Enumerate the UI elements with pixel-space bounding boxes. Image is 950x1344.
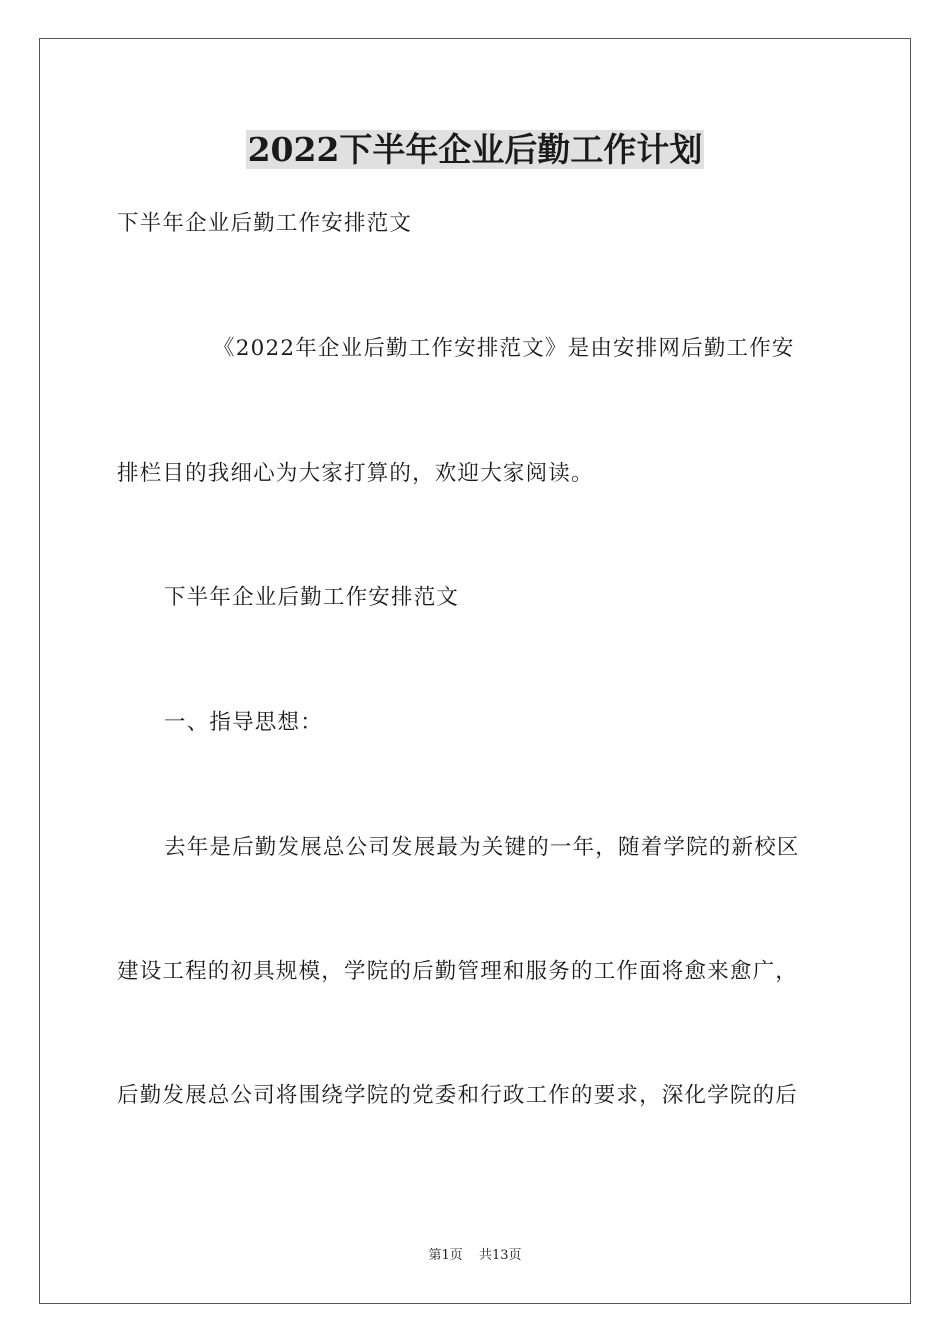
page-total: 共13页	[478, 1248, 522, 1263]
section-heading: 下半年企业后勤工作安排范文	[164, 585, 460, 610]
document-title-text: 2022下半年企业后勤工作计划	[247, 130, 703, 169]
page-footer	[0, 1247, 950, 1265]
paragraph-subtitle: 下半年企业后勤工作安排范文	[117, 211, 413, 236]
paragraph-body-line-1: 去年是后勤发展总公司发展最为关键的一年，随着学院的新校区	[164, 835, 800, 860]
paragraph-intro-line-1: 《2022年企业后勤工作安排范文》是由安排网后勤工作安	[213, 336, 795, 361]
paragraph-intro-line-2: 排栏目的我细心为大家打算的，欢迎大家阅读。	[117, 461, 594, 486]
paragraph-body-line-2: 建设工程的初具规模，学院的后勤管理和服务的工作面将愈来愈广，	[117, 959, 799, 984]
document-title	[0, 124, 950, 176]
section-guiding-ideas: 一、指导思想：	[164, 710, 323, 735]
page-number: 第1页	[428, 1248, 463, 1263]
paragraph-body-line-3: 后勤发展总公司将围绕学院的党委和行政工作的要求，深化学院的后	[117, 1083, 799, 1108]
